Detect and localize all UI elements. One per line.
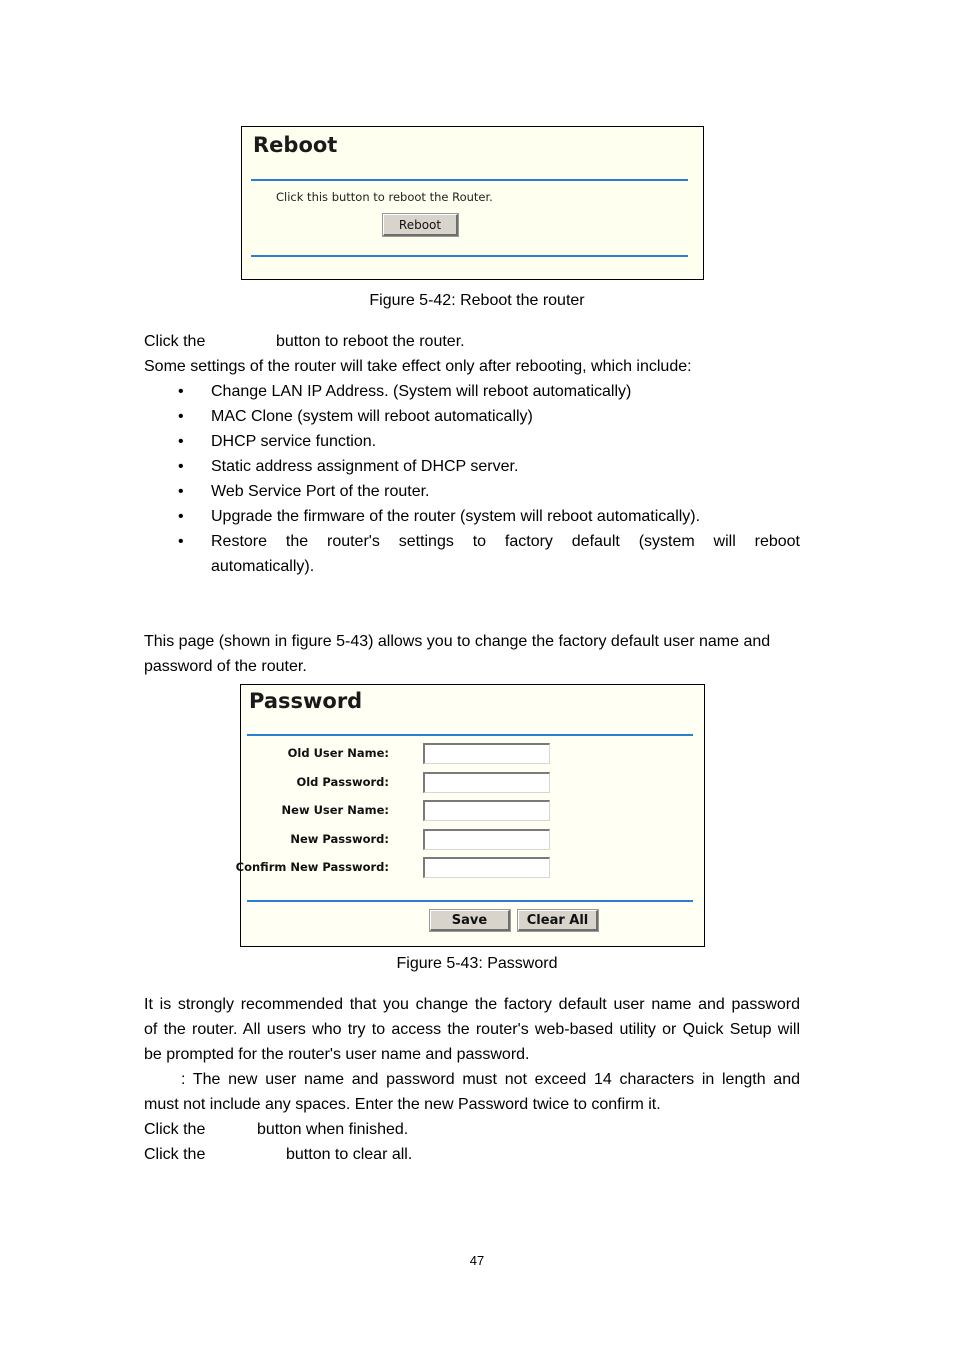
reboot-top-divider <box>251 179 688 181</box>
reboot-click-line-start: Click the <box>144 333 206 350</box>
password-text-line-1: It is strongly recommended that you change the factory default user name and password <box>144 996 800 1013</box>
bullet-icon: • <box>178 433 184 450</box>
password-panel <box>235 684 705 947</box>
reboot-intro: Some settings of the router will take effect only after rebooting, which include: <box>144 358 692 375</box>
password-text-line-2: of the router. All users who try to access the router's web-based utility or Quick Setup will <box>144 1021 800 1038</box>
new-username-input[interactable] <box>423 800 550 821</box>
new-password-label: New Password: <box>290 832 389 846</box>
reboot-instruction: Click this button to reboot the Router. <box>276 190 493 204</box>
old-password-label: Old Password: <box>296 775 389 789</box>
password-bottom-divider <box>247 900 693 902</box>
clear-all-button[interactable]: Clear All <box>518 910 598 931</box>
reboot-button[interactable]: Reboot <box>383 214 458 236</box>
save-click-line-start: Click the <box>144 1121 206 1138</box>
new-username-label: New User Name: <box>281 803 389 817</box>
confirm-password-input[interactable] <box>423 857 550 878</box>
reboot-click-line-end: button to reboot the router. <box>276 333 465 350</box>
clear-click-line-start: Click the <box>144 1146 206 1163</box>
password-title: Password <box>249 689 363 713</box>
bullet-icon: • <box>178 508 184 525</box>
bullet-icon: • <box>178 408 184 425</box>
reboot-bottom-divider <box>251 255 688 257</box>
password-note-line: : The new user name and password must not exceed 14 characters in length and <box>181 1071 800 1088</box>
old-username-label: Old User Name: <box>287 746 389 760</box>
bullet-icon: • <box>178 533 184 550</box>
save-click-line-end: button when finished. <box>257 1121 409 1138</box>
bullet-icon: • <box>178 383 184 400</box>
password-intro-line-1: This page (shown in figure 5-43) allows you to change the factory default user name and <box>144 633 771 650</box>
bullet-icon: • <box>178 483 184 500</box>
reboot-panel <box>241 126 704 280</box>
password-text-line-5: must not include any spaces. Enter the new Password twice to confirm it. <box>144 1096 661 1113</box>
save-button[interactable]: Save <box>430 910 510 931</box>
list-item: • DHCP service function. <box>144 429 800 454</box>
password-intro-line-2: password of the router. <box>144 658 307 675</box>
confirm-password-label: Confirm New Password: <box>235 860 389 874</box>
password-text-line-3: be prompted for the router's user name and password. <box>144 1046 530 1063</box>
list-item: • Change LAN IP Address. (System will reboot automatically) <box>144 379 800 404</box>
list-item: • Static address assignment of DHCP server. <box>144 454 800 479</box>
clear-click-line-end: button to clear all. <box>286 1146 413 1163</box>
bullet-icon: • <box>178 458 184 475</box>
page-number: 47 <box>469 1253 485 1268</box>
password-figure-caption: Figure 5-43: Password <box>396 955 558 972</box>
password-top-divider <box>247 734 693 736</box>
old-password-input[interactable] <box>423 772 550 793</box>
reboot-title: Reboot <box>253 133 338 157</box>
old-username-input[interactable] <box>423 743 550 764</box>
list-item: • MAC Clone (system will reboot automatically) <box>144 404 800 429</box>
new-password-input[interactable] <box>423 829 550 850</box>
reboot-conditions-list <box>144 379 800 579</box>
list-item-continuation: automatically). <box>211 558 315 575</box>
list-item: • Web Service Port of the router. <box>144 479 800 504</box>
list-item: • Restore the router's settings to factory default (system will reboot <box>144 529 800 554</box>
list-item: • Upgrade the firmware of the router (system will reboot automatically). <box>144 504 800 529</box>
reboot-figure-caption: Figure 5-42: Reboot the router <box>369 292 585 309</box>
